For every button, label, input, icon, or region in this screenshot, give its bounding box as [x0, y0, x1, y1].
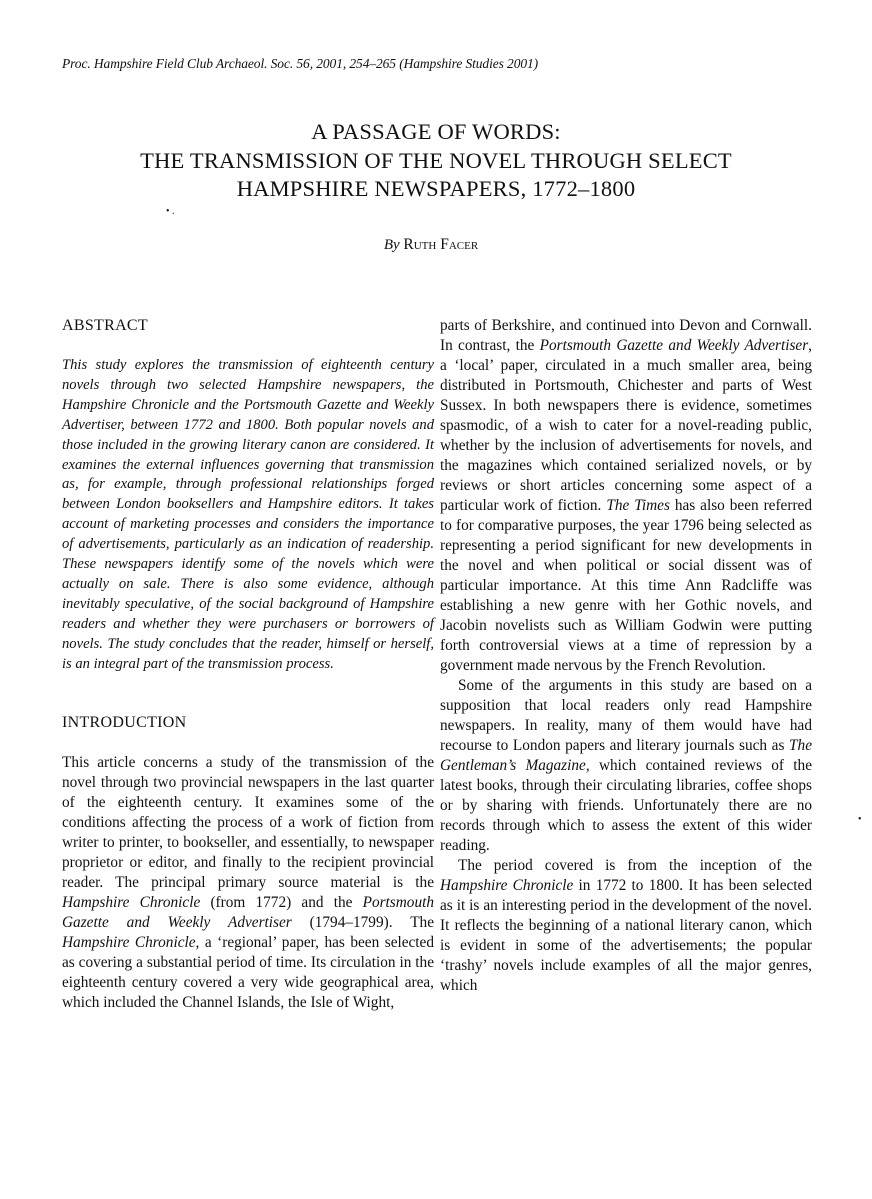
text-run: has also been referred to for comparative purposes, the year 1796 being selected as representing a period significant for new developments in the novel and when political or social dissent was of particular importance. At this time Ann Radcliffe was establishing a new genre with her Gothic novels, and Jacobin novelists such as William Godwin were putting forth controversial views at a time of repression by a government made nervous by the French Revolution.	[440, 497, 812, 674]
right-paragraph-1	[440, 316, 812, 676]
text-run: (from 1772) and the	[200, 893, 363, 911]
author-name: Ruth Facer	[403, 236, 479, 253]
journal-citation: Proc. Hampshire Field Club Archaeol. Soc. 56, 2001, 254–265 (Hampshire Studies 2001)	[62, 56, 539, 71]
abstract-heading: ABSTRACT	[62, 317, 148, 334]
right-paragraph-3	[440, 856, 812, 996]
text-run: This article concerns a study of the transmission of the novel through two provincial newspapers in the last quarter of the eighteenth century. It examines some of the conditions affecting the process of a work of fiction from writer to printer, to bookseller, and essentially, to newspaper proprietor or editor, and finally to the recipient provincial reader. The principal primary source material is the	[62, 753, 434, 891]
byline-prefix: By	[383, 237, 400, 253]
text-run: , which contained reviews of the latest books, through their circulating libraries, coffee shops or by sharing with friends. Unfortunately there are no records through which to assess the extent of this wider reading.	[440, 757, 812, 854]
title-line-2: THE TRANSMISSION OF THE NOVEL THROUGH SELECT	[140, 147, 732, 173]
text-run: , a ‘local’ paper, circulated in a much smaller area, being distributed in Portsmouth, Chichester and parts of West Sussex. In both newspapers there is evidence, sometimes spasmodic, of a wish to cater for a novel-reading public, whether by the inclusion of advertisements for novels, and the magazines which contained serialized novels, or by reviews or short articles concerning some aspect of a particular work of fiction.	[440, 337, 812, 514]
left-column	[62, 316, 434, 1013]
newspaper-title: Hampshire Chronicle	[62, 933, 196, 951]
text-run: parts of Berkshire, and continued into Devon and Cornwall. In contrast, the	[440, 317, 812, 354]
article-title	[40, 118, 832, 204]
margin-mark: •	[858, 814, 862, 825]
introduction-paragraph-1	[62, 753, 434, 1013]
title-line-3: HAMPSHIRE NEWSPAPERS, 1772–1800	[236, 176, 636, 201]
text-run: (1794–1799). The	[291, 913, 434, 931]
newspaper-title: Hampshire Chronicle	[440, 877, 574, 894]
title-line-1: A PASSAGE OF WORDS:	[311, 119, 561, 144]
author-byline	[0, 236, 862, 254]
text-run: The period covered is from the inception of the	[458, 857, 812, 874]
newspaper-title: Hampshire Chronicle	[62, 893, 201, 911]
text-run: in 1772 to 1800. It has been selected as it is an interesting period in the development of the novel. It reflects the beginning of a national literary canon, which is evident in some of the advertisements; the popular ‘trashy’ novels include examples of all the major genres, which	[440, 877, 812, 994]
right-paragraph-2	[440, 676, 812, 856]
newspaper-title: The Times	[606, 497, 670, 514]
newspaper-title: Portsmouth Gazette and Weekly Advertiser	[539, 337, 809, 354]
newspaper-title: Portsmouth Gazette and Weekly Advertiser	[62, 893, 434, 931]
abstract-text: This study explores the transmission of eighteenth century novels through two selected Hampshire newspapers, the Hampshire Chronicle and the Portsmouth Gazette and Weekly Advertiser, between 1772 and 1800. Both popular novels and those included in the growing literary canon are considered. It examines the external influences governing that transmission as, for example, through professional relationships forged between London booksellers and Hampshire editors. It takes account of marketing processes and considers the importance of advertisements, particularly as an indication of readership. These newspapers identify some of the novels which were actually on sale. There is also some evidence, although inevitably speculative, of the social background of Hampshire readers and whether they were purchasers or borrowers of novels. The study concludes that the reader, himself or herself, is an integral part of the transmission process.	[62, 357, 434, 672]
text-run: , a ‘regional’ paper, has been selected as covering a substantial period of time. Its circulation in the eighteenth century covered a very wide geographical area, which included the Channel Islands, the Isle of Wight,	[62, 933, 434, 1011]
right-column	[440, 316, 812, 996]
print-speck: • .	[166, 206, 175, 217]
text-run: Some of the arguments in this study are based on a supposition that local readers only read Hampshire newspapers. In reality, many of them would have had recourse to London papers and literary journals such as	[440, 677, 812, 754]
journal-title: The Gentleman’s Magazine	[440, 737, 812, 774]
introduction-heading: INTRODUCTION	[62, 713, 187, 731]
